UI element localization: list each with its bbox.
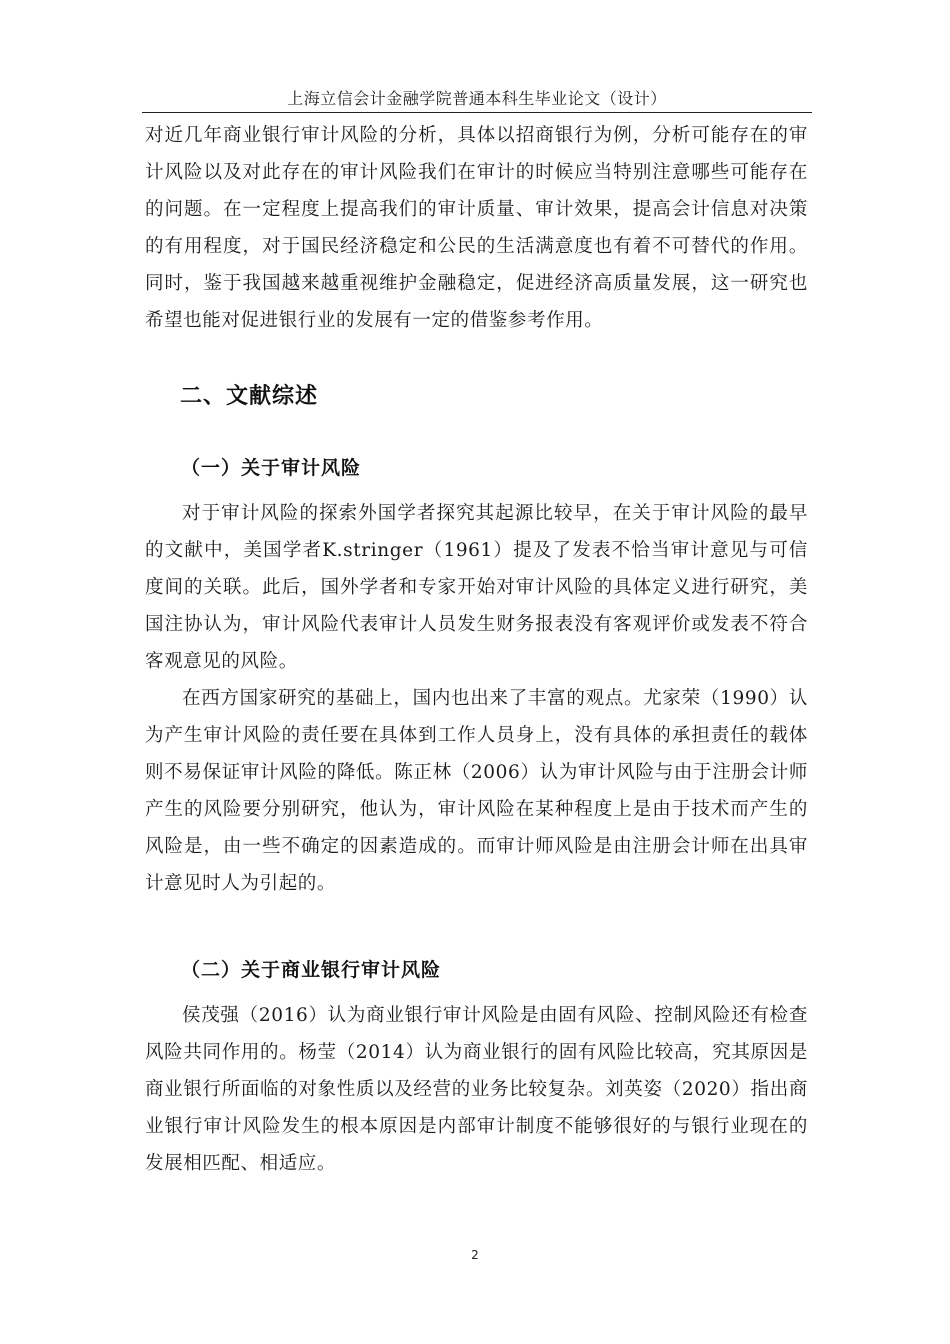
subsection-title-bank-audit-risk: （二）关于商业银行审计风险 (181, 959, 442, 981)
page-number: 2 (471, 1248, 479, 1262)
intro-paragraph: 对近几年商业银行审计风险的分析，具体以招商银行为例，分析可能存在的审计风险以及对此存在的审计风险我们在审计的时候应当特别注意哪些可能存在的问题。在一定程度上提高我们的审计质量、审计效果，提高会计信息对决策的有用程度，对于国民经济稳定和公民的生活满意度也有着不可替代的作用。同时，鉴于我国越来越重视维护金融稳定，促进经济高质量发展，这一研究也希望也能对促进银行业的发展有一定的借鉴参考作用。 (145, 125, 808, 331)
paragraph: 对于审计风险的探索外国学者探究其起源比较早，在关于审计风险的最早的文献中，美国学者K.stringer（1961）提及了发表不恰当审计意见与可信度间的关联。此后，国外学者和专家开始对审计风险的具体定义进行研究，美国注协认为，审计风险代表审计人员发生财务报表没有客观评价或发表不符合客观意见的风险。 (145, 503, 808, 672)
subsection-title-audit-risk: （一）关于审计风险 (181, 457, 362, 479)
paragraph: 在西方国家研究的基础上，国内也出来了丰富的观点。尤家荣（1990）认为产生审计风险的责任要在具体到工作人员身上，没有具体的承担责任的载体则不易保证审计风险的降低。陈正林（2006）认为审计风险与由于注册会计师产生的风险要分别研究，他认为，审计风险在某种程度上是由于技术而产生的风险是，由一些不确定的因素造成的。而审计师风险是由注册会计师在出具审计意见时人为引起的。 (145, 688, 808, 894)
page-header (142, 86, 812, 113)
header-title: 上海立信会计金融学院普通本科生毕业论文（设计） (287, 89, 667, 108)
section-title: 二、文献综述 (180, 384, 319, 409)
paragraph: 侯茂强（2016）认为商业银行审计风险是由固有风险、控制风险还有检查风险共同作用的。杨莹（2014）认为商业银行的固有风险比较高，究其原因是商业银行所面临的对象性质以及经营的业务比较复杂。刘英姿（2020）指出商业银行审计风险发生的根本原因是内部审计制度不能够很好的与银行业现在的发展相匹配、相适应。 (145, 1005, 808, 1174)
document-body (145, 117, 808, 1182)
